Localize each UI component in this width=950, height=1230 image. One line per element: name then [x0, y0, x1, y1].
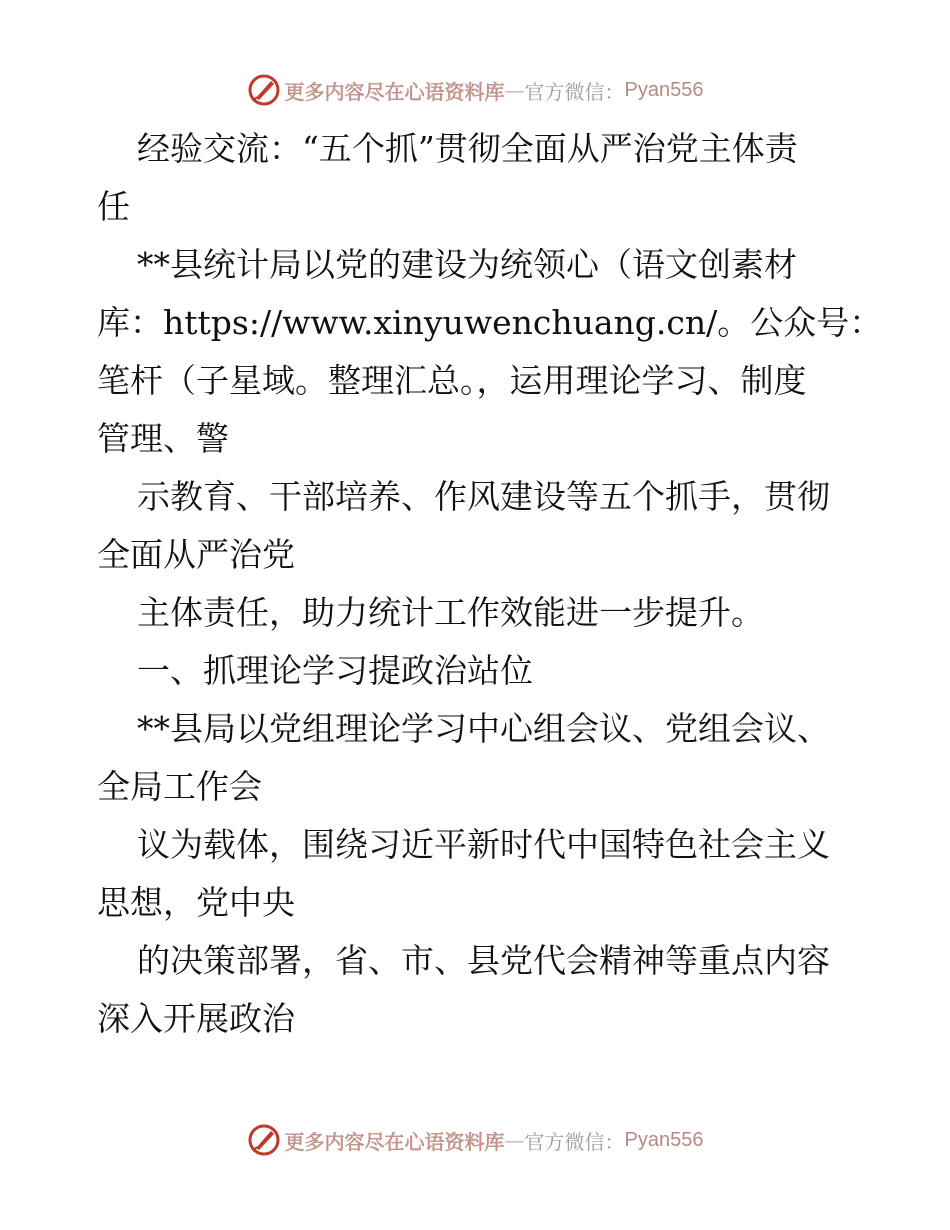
- quill-logo-icon: [247, 1123, 281, 1157]
- quill-logo-icon: [247, 73, 281, 107]
- footer-watermark: [0, 1120, 950, 1160]
- text-line: 经验交流：“五个抓”贯彻全面从严治党主体责: [137, 129, 798, 168]
- text-line: 任: [97, 187, 130, 226]
- text-line: 笔杆（子星域。整理汇总。，运用理论学习、制度: [97, 361, 807, 400]
- text-line: 思想，党中央: [97, 883, 295, 922]
- text-line: 议为载体，围绕习近平新时代中国特色社会主义: [137, 825, 830, 864]
- text-line: 管理、警: [97, 419, 229, 458]
- text-line: 示教育、干部培养、作风建设等五个抓手，贯彻: [137, 477, 830, 516]
- text-line: **县统计局以党的建设为统领心（语文创素材: [137, 245, 797, 284]
- watermark-separator: —: [504, 78, 525, 102]
- watermark-wechat-id: Pyan556: [624, 78, 704, 101]
- text-line: 全面从严治党: [97, 535, 295, 574]
- header-watermark: [0, 70, 950, 110]
- watermark-wechat-label: 官方微信：: [524, 1129, 625, 1154]
- watermark-separator: —: [504, 1128, 525, 1152]
- watermark-text: 更多内容尽在心语资料库: [284, 1129, 505, 1154]
- text-line: 主体责任，助力统计工作效能进一步提升。: [137, 593, 764, 632]
- text-line: 的决策部署，省、市、县党代会精神等重点内容: [137, 941, 830, 980]
- watermark-text: 更多内容尽在心语资料库: [284, 79, 505, 104]
- watermark-wechat-id: Pyan556: [624, 1128, 704, 1151]
- watermark-wechat-label: 官方微信：: [524, 79, 625, 104]
- text-line: **县局以党组理论学习中心组会议、党组会议、: [137, 709, 830, 748]
- text-line: 全局工作会: [97, 767, 262, 806]
- document-body: [97, 120, 883, 1048]
- text-line: 一、抓理论学习提政治站位: [137, 651, 533, 690]
- text-line: 库：https://www.xinyuwenchuang.cn/。公众号：: [97, 303, 883, 342]
- text-line: 深入开展政治: [97, 999, 295, 1038]
